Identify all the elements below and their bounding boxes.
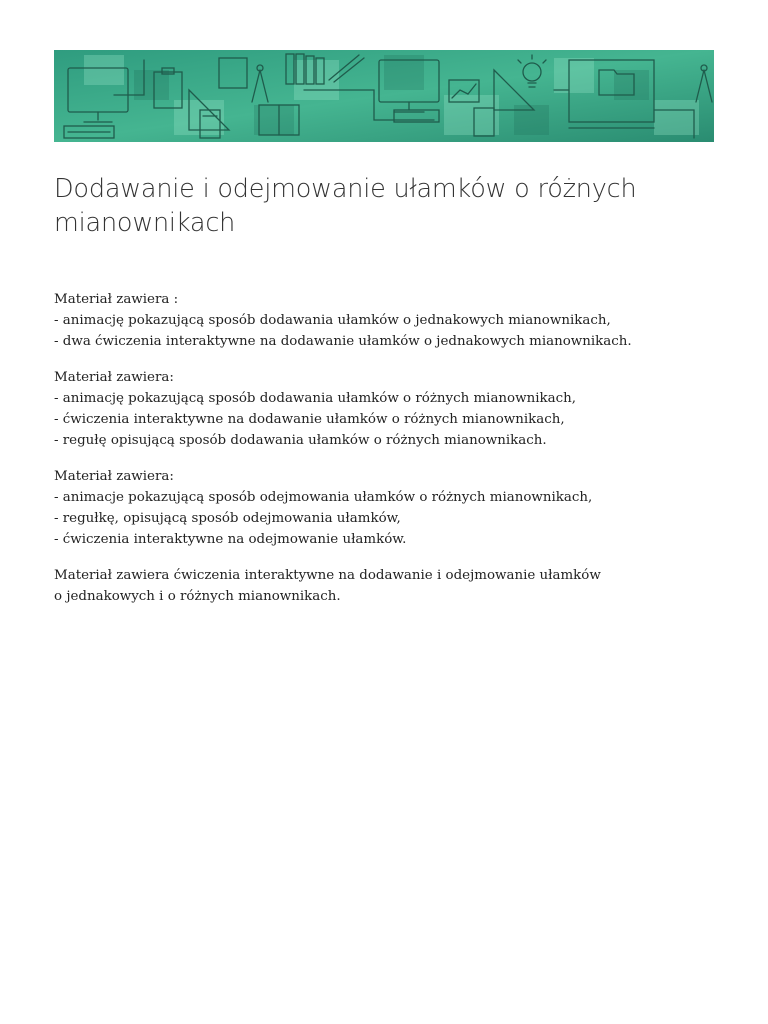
list-item: - ćwiczenia interaktywne na odejmowanie ułamków.	[54, 532, 407, 547]
section-heading: Materiał zawiera:	[54, 469, 174, 484]
paragraph-line: o jednakowych i o różnych mianownikach.	[54, 589, 341, 604]
school-doodle-illustration	[54, 50, 714, 142]
list-item: - regułkę, opisującą sposób odejmowania ułamków,	[54, 511, 401, 526]
paragraph-line: Materiał zawiera ćwiczenia interaktywne na dodawanie i odejmowanie ułamków	[54, 568, 601, 583]
list-item: - regułę opisującą sposób dodawania ułamków o różnych mianownikach.	[54, 433, 547, 448]
material-section-1	[54, 289, 714, 352]
material-section-3	[54, 466, 714, 550]
document-body	[54, 289, 714, 622]
section-heading: Materiał zawiera:	[54, 370, 174, 385]
list-item: - animację pokazującą sposób dodawania ułamków o jednakowych mianownikach,	[54, 313, 611, 328]
section-heading: Materiał zawiera :	[54, 292, 179, 307]
material-section-2	[54, 367, 714, 451]
header-banner	[54, 50, 714, 142]
list-item: - dwa ćwiczenia interaktywne na dodawanie ułamków o jednakowych mianownikach.	[54, 334, 632, 349]
material-section-4	[54, 565, 714, 607]
list-item: - animacje pokazującą sposób odejmowania ułamków o różnych mianownikach,	[54, 490, 593, 505]
list-item: - ćwiczenia interaktywne na dodawanie ułamków o różnych mianownikach,	[54, 412, 565, 427]
page-title: Dodawanie i odejmowanie ułamków o różnych mianownikach	[54, 174, 637, 238]
list-item: - animację pokazującą sposób dodawania ułamków o różnych mianownikach,	[54, 391, 576, 406]
